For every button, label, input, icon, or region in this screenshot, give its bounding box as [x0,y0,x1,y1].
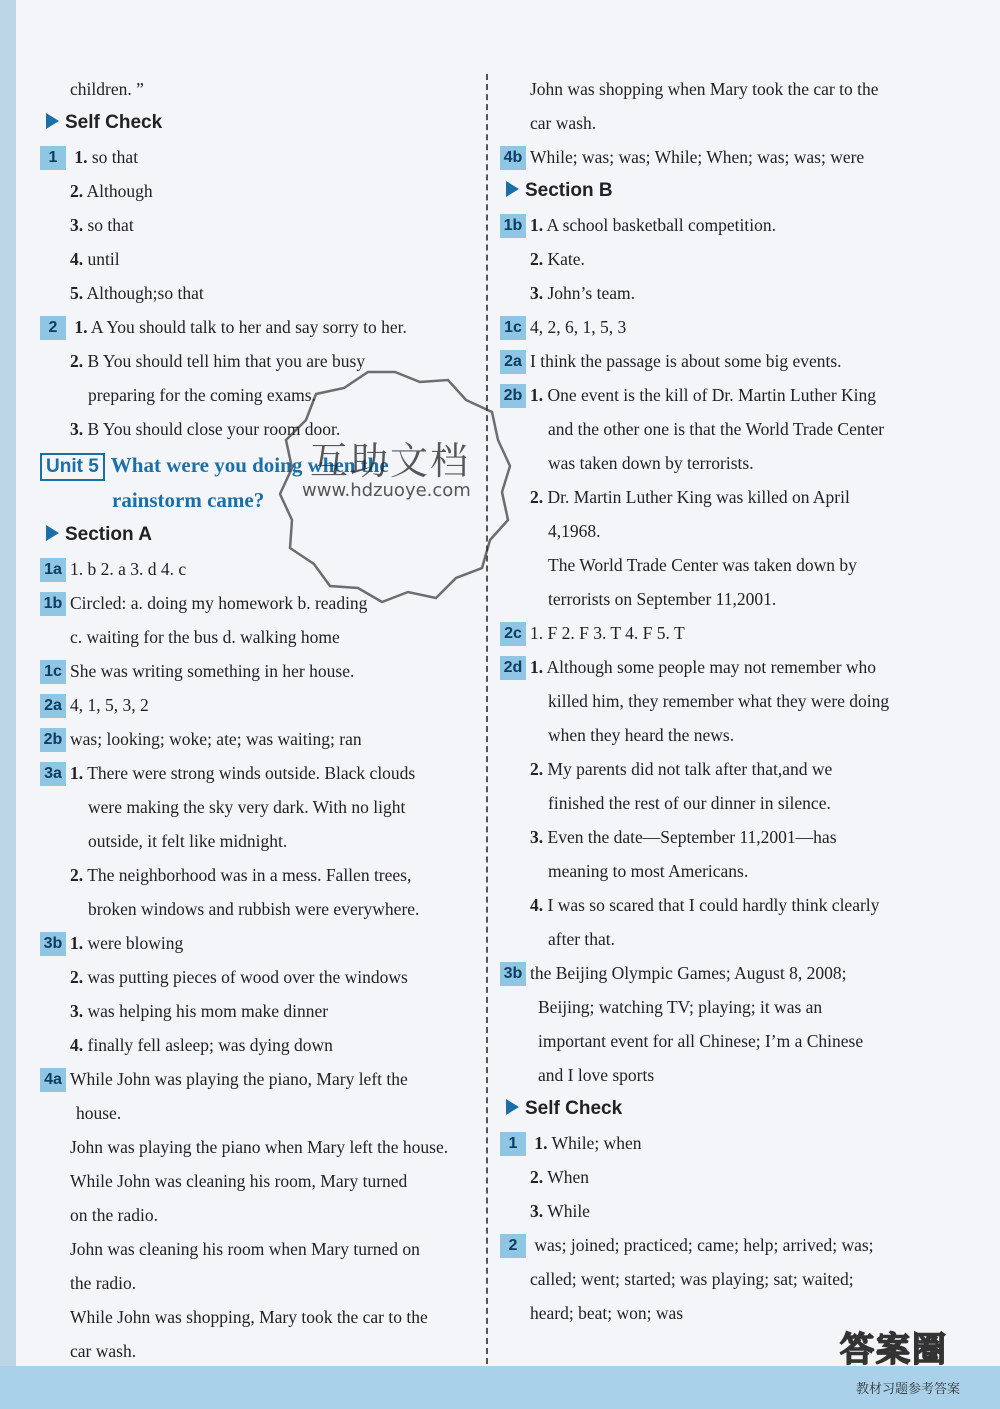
left-column [40,72,470,1368]
question-tag: 2a [500,350,526,374]
answer-line: 2. B You should tell him that you are busy [70,351,366,371]
question-tag: 3a [40,762,66,786]
question-tag: 2a [40,694,66,718]
question-tag: 2c [500,622,526,646]
question-tag: 4a [40,1068,66,1092]
answer-line: 1 1. so that [40,140,470,174]
question-tag: 1c [40,660,66,684]
answer-line: John was cleaning his room when Mary turned on [70,1239,420,1259]
column-divider [486,74,488,1364]
answer-line: 3. was helping his mom make dinner [70,1001,329,1021]
question-tag: 1b [500,214,526,238]
answer-line: killed him, they remember what they were doing [548,691,890,711]
stamp-url: www.hdzuoye.com [302,480,471,501]
triangle-marker-icon [506,181,519,197]
answer-line: preparing for the coming exams. [88,385,316,405]
watermark-logo: 答案圈 [840,1330,948,1370]
answer-line: 2a I think the passage is about some big events. [500,344,932,378]
answer-line: 5. Although;so that [70,283,204,303]
answer-line: While John was shopping, Mary took the car to the [70,1307,428,1327]
answer-line: 4b While; was; was; While; When; was; was; were [500,140,932,174]
answer-line: 3. John’s team. [530,283,635,303]
answer-line: house. [76,1103,122,1123]
answer-line: was taken down by terrorists. [548,453,754,473]
answer-line: children. ” [70,79,144,99]
answer-line: 3b 1. were blowing [40,926,470,960]
question-tag: 2b [500,384,526,408]
answer-line: 1c 4, 2, 6, 1, 5, 3 [500,310,932,344]
question-tag: 1 [500,1132,526,1156]
answer-line: 2c 1. F 2. F 3. T 4. F 5. T [500,616,932,650]
answer-line: 1a 1. b 2. a 3. d 4. c [40,552,470,586]
footer-band [0,1366,1000,1409]
answer-line: 2 was; joined; practiced; came; help; arrived; was; [500,1228,932,1262]
answer-line: 3. Even the date—September 11,2001—has [530,827,837,847]
footer-text: 教材习题参考答案 [855,1382,960,1397]
answer-line: 3. B You should close your room door. [70,419,341,439]
answer-line: 2. The neighborhood was in a mess. Fallen trees, [70,865,412,885]
answer-line: 1 1. While; when [500,1126,932,1160]
answer-line: 2 1. A You should talk to her and say sorry to her. [40,310,470,344]
answer-line: c. waiting for the bus d. walking home [70,627,340,647]
answer-line: and I love sports [538,1065,655,1085]
right-column [500,72,932,1330]
question-tag: 1c [500,316,526,340]
section-heading-self-check: Self Check [40,106,470,140]
answer-line: 1c She was writing something in her house. [40,654,470,688]
answer-line: 2d 1. Although some people may not remember who [500,650,932,684]
answer-line: 3. While [530,1201,590,1221]
answer-line: heard; beat; won; was [530,1303,684,1323]
answer-line: finished the rest of our dinner in silence. [548,793,831,813]
answer-line: terrorists on September 11,2001. [548,589,777,609]
answer-line: John was playing the piano when Mary left the house. [70,1137,449,1157]
question-tag: 1 [40,146,66,170]
triangle-marker-icon [506,1099,519,1115]
answer-line: The World Trade Center was taken down by [548,555,857,575]
section-heading-self-check: Self Check [500,1092,932,1126]
question-tag: 1b [40,592,66,616]
answer-line: 2a 4, 1, 5, 3, 2 [40,688,470,722]
question-tag: 2 [500,1234,526,1258]
question-tag: 1a [40,558,66,582]
stamp-text: 互助文档 [310,439,471,483]
answer-line: after that. [548,929,616,949]
answer-line: the radio. [70,1273,137,1293]
answer-line: 4a While John was playing the piano, Mary left the [40,1062,470,1096]
answer-line: car wash. [530,113,597,133]
answer-line: 3b the Beijing Olympic Games; August 8, 2008; [500,956,932,990]
answer-line: 2. was putting pieces of wood over the windows [70,967,408,987]
answer-line: 1b 1. A school basketball competition. [500,208,932,242]
answer-line: 2b 1. One event is the kill of Dr. Martin Luther King [500,378,932,412]
unit-title: rainstorm came? [112,488,265,512]
question-tag: 2 [40,316,66,340]
unit-label: Unit 5 [40,453,105,481]
triangle-marker-icon [46,113,59,129]
answer-line: meaning to most Americans. [548,861,749,881]
answer-line: 4. I was so scared that I could hardly think clearly [530,895,880,915]
answer-line: when they heard the news. [548,725,735,745]
answer-line: on the radio. [70,1205,158,1225]
answer-line: Beijing; watching TV; playing; it was an [538,997,823,1017]
answer-line: were making the sky very dark. With no light [88,797,406,817]
question-tag: 2b [40,728,66,752]
answer-line: 2b was; looking; woke; ate; was waiting; ran [40,722,470,756]
triangle-marker-icon [46,525,59,541]
unit-title: What were you doing when the [110,453,389,477]
answer-line: While John was cleaning his room, Mary turned [70,1171,408,1191]
answer-line: John was shopping when Mary took the car to the [530,79,879,99]
section-heading-b: Section B [500,174,932,208]
question-tag: 3b [500,962,526,986]
question-tag: 2d [500,656,526,680]
answer-line: 3a 1. There were strong winds outside. Black clouds [40,756,470,790]
answer-line: 4. finally fell asleep; was dying down [70,1035,333,1055]
answer-line: 3. so that [70,215,134,235]
answer-line: 4. until [70,249,120,269]
answer-line: and the other one is that the World Trade Center [548,419,885,439]
answer-line: 4,1968. [548,521,601,541]
left-margin-band [0,0,16,1409]
answer-line: 2. Kate. [530,249,585,269]
question-tag: 4b [500,146,526,170]
question-tag: 3b [40,932,66,956]
answer-line: 2. When [530,1167,589,1187]
answer-line: 2. Dr. Martin Luther King was killed on April [530,487,850,507]
answer-line: important event for all Chinese; I’m a Chinese [538,1031,864,1051]
answer-line: called; went; started; was playing; sat; waited; [530,1269,854,1289]
answer-line: car wash. [70,1341,137,1361]
answer-line: outside, it felt like midnight. [88,831,288,851]
section-heading-a: Section A [40,518,470,552]
answer-line: 2. Although [70,181,153,201]
answer-line: 1b Circled: a. doing my homework b. reading [40,586,470,620]
answer-line: 2. My parents did not talk after that,and we [530,759,833,779]
answer-line: broken windows and rubbish were everywhere. [88,899,420,919]
